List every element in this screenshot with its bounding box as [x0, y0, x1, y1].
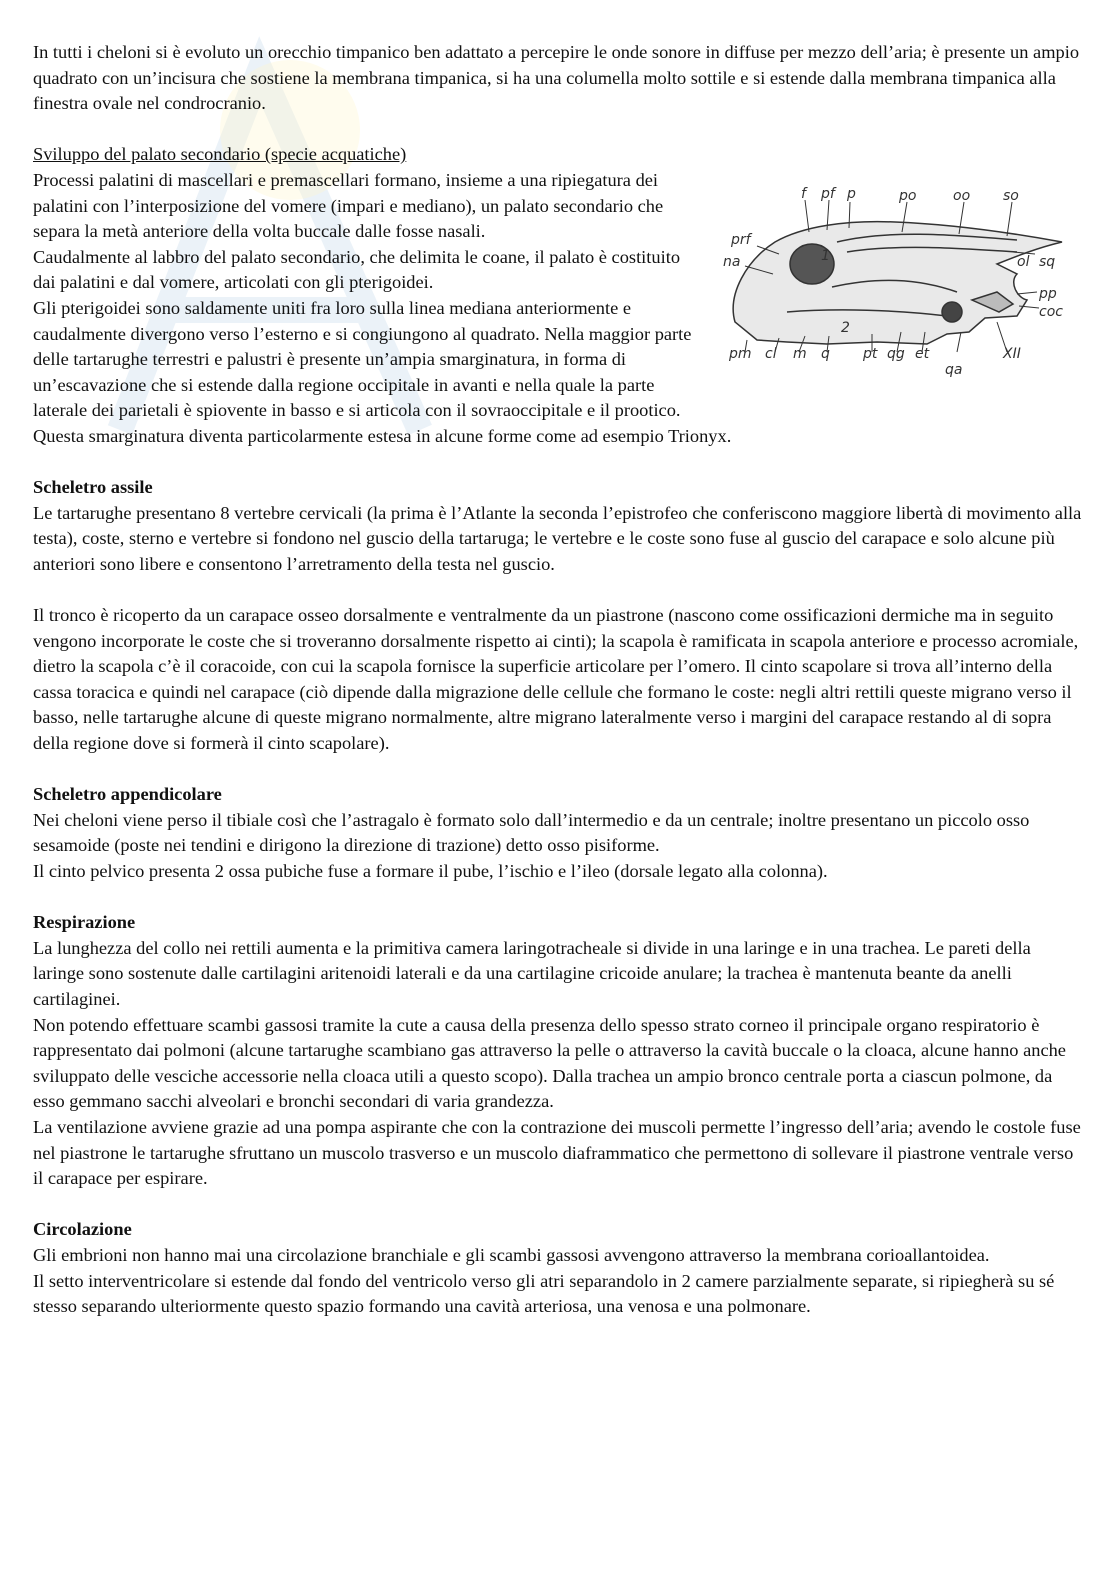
label-pt: pt [863, 345, 878, 362]
appendicolare-paragraph-1: Nei cheloni viene perso il tibiale così che l’astragalo è formato solo dall’intermedio e da un centrale; inoltre presentano un piccolo osso sesamoide (poste nei tendini e dirigono la direzione di trazione) detto osso pisiforme. [33, 809, 1030, 856]
label-prf: prf [731, 231, 751, 248]
turtle-skull-figure [717, 182, 1067, 382]
appendicolare-paragraph-2: Il cinto pelvico presenta 2 ossa pubiche fuse a formare il pube, l’ischio e l’ileo (dorsale legato alla colonna). [33, 861, 828, 881]
label-so: so [1003, 187, 1019, 204]
respirazione-paragraph-1: La lunghezza del collo nei rettili aumenta e la primitiva camera laringotracheale si divide in una laringe e in una trachea. Le pareti della laringe sono sostenute dalle cartilagini aritenoidi laterali e da una cartilagine cricoide anulare; la trachea è mantenuta beante da anelli cartilaginei. [33, 937, 1031, 1009]
palato-heading: Sviluppo del palato secondario (specie acquatiche) [33, 144, 407, 165]
label-na: na [723, 253, 741, 270]
assile-paragraph-1: Le tartarughe presentano 8 vertebre cervicali (la prima è l’Atlante la seconda l’epistrofeo che conferiscono maggiore libertà di movimento alla testa), coste, sterno e vertebre si fondono nel guscio della tartaruga; le vertebre e le coste sono fuse al guscio del carapace e solo alcune più anteriori sono libere e consentono l’arretramento della testa nel guscio. [33, 502, 1082, 574]
label-pm: pm [729, 345, 752, 362]
label-qa: qa [945, 361, 963, 378]
respirazione-paragraph-3: La ventilazione avviene grazie ad una pompa aspirante che con la contrazione dei muscoli permette l’ingresso dell’aria; avendo le costole fuse nel piastrone le tartarughe sfruttano un muscolo trasverso e un muscolo diaframmatico che permettono di sollevare il piastrone ventrale verso il carapace per espirare. [33, 1116, 1081, 1189]
label-sq: sq [1039, 253, 1056, 270]
label-coc: coc [1039, 303, 1063, 320]
label-po: po [899, 187, 917, 204]
respirazione-paragraph-2: Non potendo effettuare scambi gassosi tramite la cute a causa della presenza dello spesso strato corneo il principale organo respiratorio è rappresentato dai polmoni (alcune tartarughe scambiano gas attraverso la pelle o attraverso la cavità buccale o la cloaca, alcune hanno anche sviluppato delle vesciche accessorie nella cloaca utili a questo scopo). Dalla trachea un ampio bronco centrale porta a ciascun polmone, da esso gemmano sacchi alveolari e bronchi secondari di varia grandezza. [33, 1014, 1066, 1112]
label-qg: qg [887, 345, 905, 362]
skull-drawing [717, 182, 1067, 382]
label-oo: oo [953, 187, 971, 204]
label-xii: XII [1003, 345, 1021, 362]
label-cl: cl [765, 345, 777, 362]
label-f: f [801, 185, 806, 202]
palato-paragraph-1: Processi palatini di mascellari e premascellari formano, insieme a una ripiegatura dei palatini con l’interposizione del vomere (impari e mediano), un palato secondario che separa la metà anteriore della volta buccale dalle fosse nasali. [33, 169, 664, 242]
label-m: m [793, 345, 807, 362]
circolazione-heading: Circolazione [33, 1219, 132, 1240]
palato-paragraph-3: Gli pterigoidei sono saldamente uniti fra loro sulla linea mediana anteriormente e caudalmente divergono verso l’esterno e si congiungono al quadrato. Nella maggior parte delle tartarughe terrestri e palustri è presente un’ampia smarginatura, in forma di un’escavazione che si estende dalla regione occipitale in avanti e nella quale la parte laterale dei parietali è spiovente in basso e si articola con il sovraoccipitale e il prootico. [33, 297, 692, 421]
label-pf: pf [821, 185, 835, 202]
assile-heading: Scheletro assile [33, 477, 153, 498]
intro-paragraph: In tutti i cheloni si è evoluto un orecchio timpanico ben adattato a percepire le onde sonore in diffuse per mezzo dell’aria; è presente un ampio quadrato con un’incisura che sostiene la membrana timpanica, si ha una columella molto sottile e si estende dalla membrana timpanica alla finestra ovale nel condrocranio. [33, 42, 1080, 114]
tronco-paragraph: Il tronco è ricoperto da un carapace osseo dorsalmente e ventralmente da un piastrone (nascono come ossificazioni dermiche ma in seguito vengono incorporate le coste che si troveranno dorsalmente rispetto ai cinti); la scapola è ramificata in scapola anteriore e processo acromiale, dietro la scapola c’è il coracoide, con cui la scapola fornisce la superficie articolare per l’omero. Il cinto scapolare si trova all’interno della cassa toracica e quindi nel carapace (ciò dipende dalla migrazione delle cellule che formano le coste: negli altri rettili queste migrano verso il basso, nelle tartarughe alcune di queste migrano normalmente, altre migrano lateralmente verso i margini del carapace restando al di sopra della regione dove si formerà il cinto scapolare). [33, 605, 1079, 754]
circolazione-paragraph-1: Gli embrioni non hanno mai una circolazione branchiale e gli scambi gassosi avvengono attraverso la membrana corioallantoidea. [33, 1244, 990, 1265]
label-ol: ol [1017, 253, 1030, 270]
palato-paragraph-2: Caudalmente al labbro del palato secondario, che delimita le coane, il palato è costituito dai palatini e dal vomere, articolati con gli pterigoidei. [33, 246, 681, 293]
circolazione-paragraph-2: Il setto interventricolare si estende dal fondo del ventricolo verso gli atri separandolo in 2 camere parzialmente separate, si ripiegherà su sé stesso separando ulteriormente questo spazio formando una cavità arteriosa, una venosa e una polmonare. [33, 1270, 1055, 1317]
label-p: p [847, 185, 856, 202]
label-1: 1 [821, 247, 830, 264]
label-2: 2 [841, 319, 850, 336]
label-pp: pp [1039, 285, 1057, 302]
appendicolare-heading: Scheletro appendicolare [33, 784, 222, 805]
document-page [33, 40, 1085, 1320]
palato-paragraph-4: Questa smarginatura diventa particolarmente estesa in alcune forme come ad esempio Trionyx. [33, 425, 732, 446]
label-et: et [915, 345, 930, 362]
label-q: q [821, 345, 830, 362]
respirazione-heading: Respirazione [33, 912, 136, 933]
